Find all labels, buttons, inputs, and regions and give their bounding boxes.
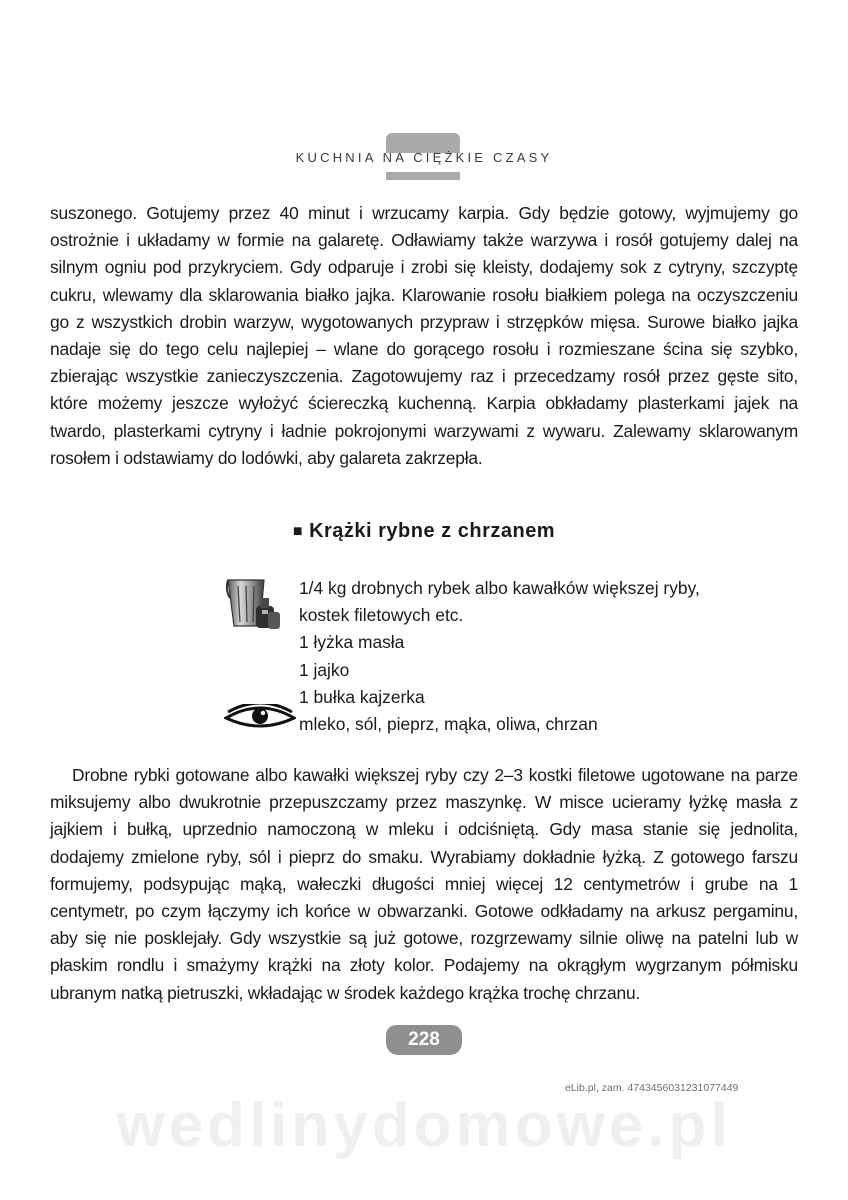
- paragraph-text: Drobne rybki gotowane albo kawałki większej ryby czy 2–3 kostki filetowe ugotowane na parze miksujemy albo dwukrotnie przepuszczamy przez maszynkę. W misce ucieramy łyżkę masła z jajkiem i bułką, uprzednio namoczoną w mleku i odciśniętą. Gdy masa stanie się jednolita, dodajemy zmielone ryby, sól i pieprz do smaku. Wyrabiamy dokładnie łyżką. Z gotowego farszu formujemy, podsypując mąką, wałeczki długości mniej więcej 12 centymetrów i grube na 1 centymetr, po czym łączymy ich końce w obwarzanki. Gotowe odkładamy na arkusz pergaminu, aby się nie posklejały. Gdy wszystkie są już gotowe, rozgrzewamy silnie oliwę na patelni lub w płaskim rondlu i smażymy krążki na złoty kolor. Podajemy na okrągłym wygrzanym półmisku ubranym natką pietruszki, wkładając w środek każdego krążka trochę chrzanu.: [50, 765, 798, 1003]
- ingredient-item: 1/4 kg drobnych rybek albo kawałków większej ryby,: [299, 578, 700, 598]
- running-head: KUCHNIA NA CIĘŻKIE CZASY: [295, 150, 553, 165]
- paragraph-text: suszonego. Gotujemy przez 40 minut i wrzucamy karpia. Gdy będzie gotowy, wyjmujemy go ostrożnie i układamy w formie na galaretę. Odławiamy także warzywa i rosół gotujemy dalej na silnym ogniu pod przykryciem. Gdy odparuje i zrobi się kleisty, dodajemy sok z cytryny, szczyptę cukru, wlewamy dla sklarowania białko jajka. Klarowanie rosołu białkiem polega na oczyszczeniu go z wszystkich drobin warzyw, wygotowanych przypraw i strzępków mięsa. Surowe białko jajka nadaje się do tego celu najlepiej – wlane do gorącego rosołu i rozmieszane ścina się szybko, zbierając wszystkie zanieczyszczenia. Zagotowujemy raz i przecedzamy rosół przez gęste sito, które możemy jeszcze wyłożyć ściereczką kuchenną. Karpia obkładamy plasterkami jajek na twardo, plasterkami cytryny i ładnie pokrojonymi warzywami z wywaru. Zalewamy sklarowanym rosołem i odstawiamy do lodówki, aby galareta zakrzepła.: [50, 203, 798, 468]
- eye-icon: [224, 704, 296, 730]
- ingredient-item: mleko, sól, pieprz, mąka, oliwa, chrzan: [299, 714, 598, 735]
- recipe-title: [0, 520, 848, 543]
- preparation-paragraph: [50, 762, 798, 1007]
- license-note: eLib.pl, zam. 4743456031231077449: [565, 1082, 739, 1094]
- square-bullet-icon: ■: [292, 523, 304, 540]
- ingredient-item: 1 jajko: [299, 659, 350, 680]
- page-number: 228: [386, 1025, 462, 1055]
- ingredient-item: kostek filetowych etc.: [299, 605, 464, 626]
- ingredient-list: [299, 575, 700, 738]
- ingredient-item: 1 bułka kajzerka: [299, 686, 425, 707]
- continuation-paragraph: [50, 200, 798, 472]
- header-underline-bar: [386, 172, 460, 180]
- recipe-title-text: Krążki rybne z chrzanem: [309, 520, 556, 542]
- measuring-jug-icon: [224, 576, 284, 632]
- watermark: wedlinydomowe.pl: [116, 1091, 732, 1160]
- ingredient-item: 1 łyżka masła: [299, 632, 405, 653]
